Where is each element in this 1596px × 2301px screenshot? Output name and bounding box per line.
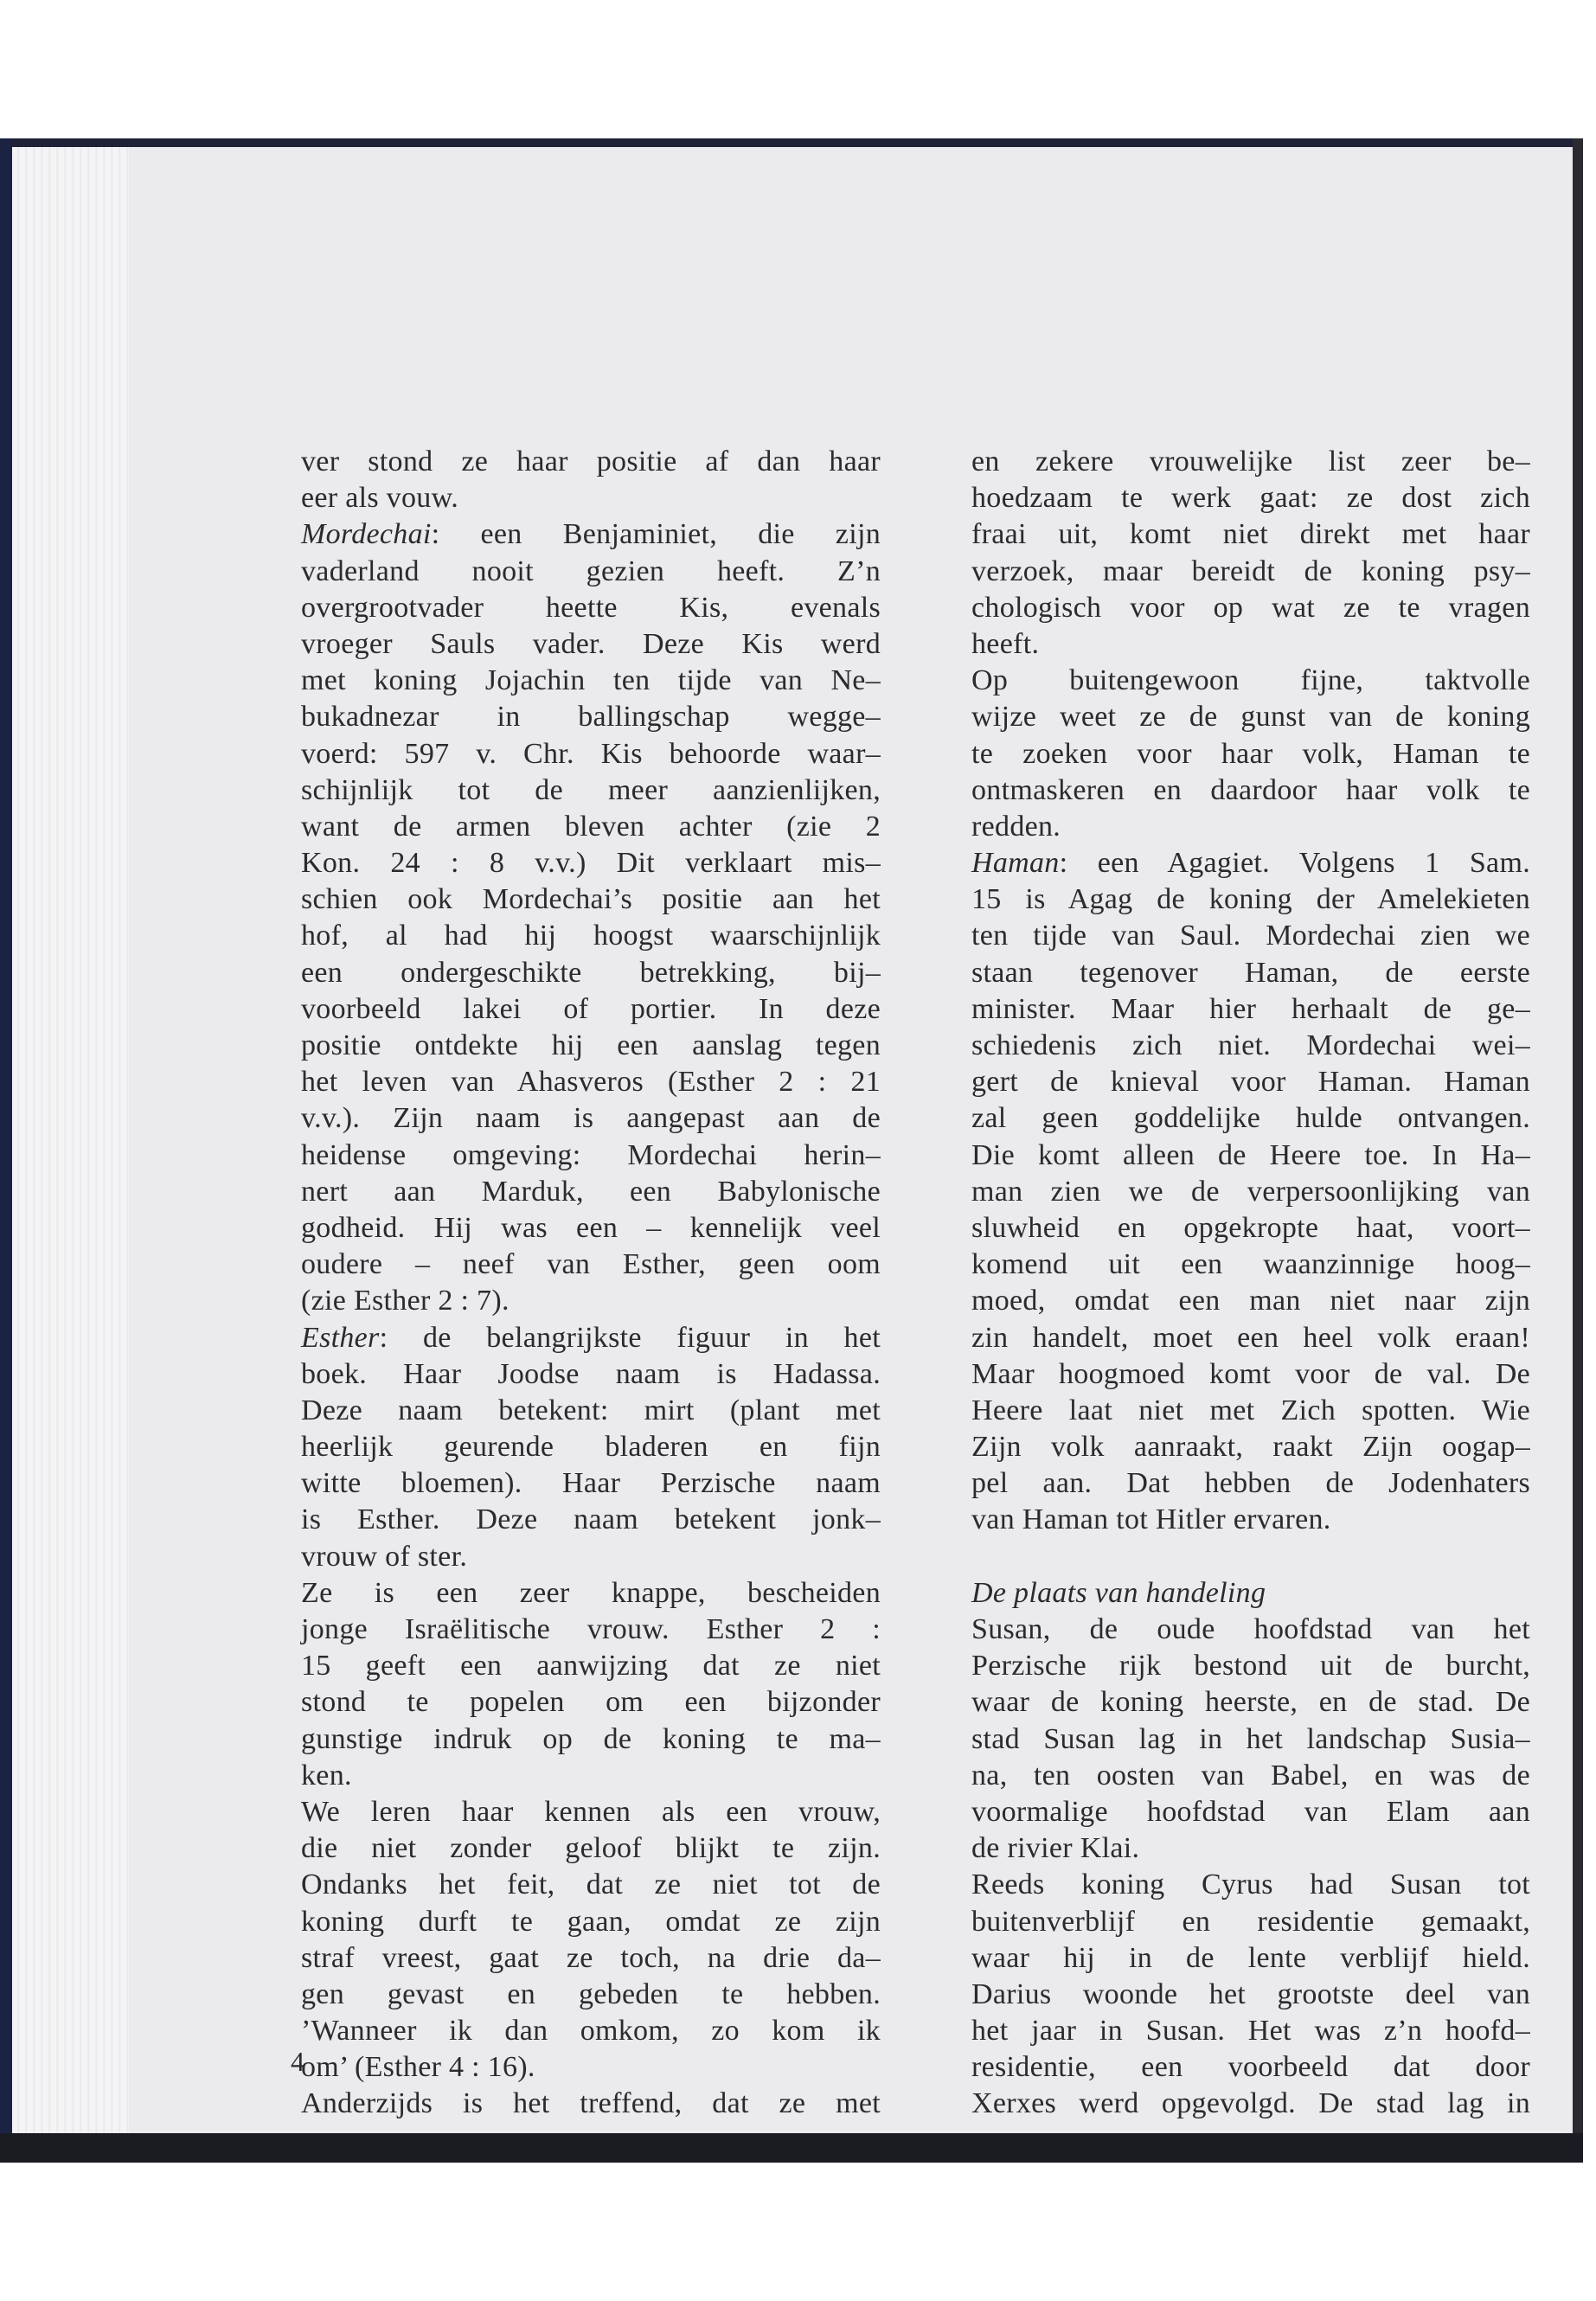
- text-line: [971, 1977, 1530, 2013]
- line-text: schiedenis zich niet. Mordechai wei–: [971, 1029, 1530, 1061]
- italic-term: Esther: [301, 1321, 380, 1354]
- text-line: [301, 1867, 881, 1903]
- section-heading-text: De plaats van handeling: [971, 1576, 1266, 1609]
- text-line: [971, 554, 1530, 590]
- line-text: 15 is Agag de koning der Amelekieten: [971, 883, 1530, 916]
- text-line: [971, 1283, 1530, 1319]
- line-text: : een Benjaminiet, die zijn: [431, 518, 881, 551]
- text-line: [301, 881, 881, 918]
- text-line: [301, 1684, 881, 1721]
- line-text: v.v.). Zijn naam is aangepast aan de: [301, 1102, 881, 1135]
- line-text: hoedzaam te werk gaat: ze dost zich: [971, 482, 1530, 515]
- text-line: [971, 1393, 1530, 1429]
- italic-term: Haman: [971, 847, 1060, 880]
- line-text: Reeds koning Cyrus had Susan tot: [971, 1868, 1530, 1901]
- page-number: 4: [291, 2046, 304, 2077]
- text-line: [971, 480, 1530, 516]
- text-line: [971, 1539, 1530, 1575]
- line-text: witte bloemen). Haar Perzische naam: [301, 1467, 881, 1500]
- line-text: We leren haar kennen als een vrouw,: [301, 1795, 881, 1828]
- text-line: [971, 1064, 1530, 1100]
- text-line: [971, 955, 1530, 991]
- text-line: [971, 736, 1530, 772]
- line-text: Heere laat niet met Zich spotten. Wie: [971, 1394, 1530, 1426]
- line-text: Die komt alleen de Heere toe. In Ha–: [971, 1138, 1530, 1171]
- line-text: koning durft te gaan, omdat ze zijn: [301, 1905, 881, 1938]
- book-page: [129, 147, 1573, 2133]
- line-text: wijze weet ze de gunst van de koning: [971, 701, 1530, 734]
- line-text: gunstige indruk op de koning te ma–: [301, 1722, 881, 1755]
- line-text: overgrootvader heette Kis, evenals: [301, 591, 881, 624]
- line-text: eer als vouw.: [301, 482, 459, 515]
- text-line: [971, 1758, 1530, 1794]
- text-line: [971, 1684, 1530, 1721]
- line-text: staan tegenover Haman, de eerste: [971, 956, 1530, 989]
- text-line: [971, 1830, 1530, 1867]
- text-line: [301, 1138, 881, 1174]
- line-text: buitenverblijf en residentie gemaakt,: [971, 1905, 1530, 1938]
- line-text: residentie, een voorbeeld dat door: [971, 2051, 1530, 2084]
- text-line: [971, 1100, 1530, 1137]
- text-line: [971, 1320, 1530, 1356]
- text-line: [301, 1247, 881, 1283]
- line-text: Deze naam betekent: mirt (plant met: [301, 1394, 881, 1426]
- line-text: na, ten oosten van Babel, en was de: [971, 1759, 1530, 1791]
- text-line: [301, 1210, 881, 1247]
- text-line: [301, 1539, 881, 1575]
- text-line: [971, 1247, 1530, 1283]
- text-line: [971, 1138, 1530, 1174]
- text-line: [301, 554, 881, 590]
- text-line: [301, 1283, 881, 1319]
- line-text: te zoeken voor haar volk, Haman te: [971, 737, 1530, 770]
- line-text: hof, al had hij hoogst waarschijnlijk: [301, 920, 881, 952]
- line-text: voormalige hoofdstad van Elam aan: [971, 1795, 1530, 1828]
- line-text: Susan, de oude hoofdstad van het: [971, 1613, 1530, 1645]
- text-line: [301, 1064, 881, 1100]
- text-line: [971, 772, 1530, 809]
- text-line: [301, 590, 881, 626]
- line-text: pel aan. Dat hebben de Jodenhaters: [971, 1467, 1530, 1500]
- line-text: vaderland nooit gezien heeft. Z’n: [301, 554, 881, 587]
- line-text: jonge Israëlitische vrouw. Esther 2 :: [301, 1613, 881, 1645]
- text-line: [971, 1612, 1530, 1648]
- text-line: [971, 699, 1530, 735]
- line-text: Maar hoogmoed komt voor de val. De: [971, 1357, 1530, 1390]
- line-text: Perzische rijk bestond uit de burcht,: [971, 1650, 1530, 1682]
- text-line: [971, 1794, 1530, 1830]
- text-line: [971, 1721, 1530, 1758]
- text-line: [301, 1174, 881, 1210]
- text-line: [301, 480, 881, 516]
- text-line: [301, 1648, 881, 1684]
- text-line: [301, 1758, 881, 1794]
- line-text: fraai uit, komt niet direkt met haar: [971, 518, 1530, 551]
- book-cover-left-edge: [0, 138, 12, 2163]
- text-line: [301, 444, 881, 480]
- text-line: [301, 845, 881, 881]
- line-text: waar hij in de lente verblijf hield.: [971, 1941, 1530, 1974]
- line-text: gen gevast en gebeden te hebben.: [301, 1977, 881, 2010]
- text-line: [301, 516, 881, 553]
- text-line: [971, 1465, 1530, 1502]
- line-text: (zie Esther 2 : 7).: [301, 1285, 510, 1317]
- text-column-right: [971, 444, 1530, 2123]
- line-text: Anderzijds is het treffend, dat ze met: [301, 2087, 881, 2120]
- section-heading: [971, 1575, 1530, 1612]
- line-text: een ondergeschikte betrekking, bij–: [301, 956, 881, 989]
- text-line: [971, 2013, 1530, 2049]
- text-line: [301, 1612, 881, 1648]
- text-line: [971, 1210, 1530, 1247]
- text-line: [971, 1429, 1530, 1465]
- line-text: : een Agagiet. Volgens 1 Sam.: [1059, 847, 1530, 880]
- text-line: [301, 736, 881, 772]
- text-line: [301, 1830, 881, 1867]
- text-line: [301, 1028, 881, 1064]
- line-text: Kon. 24 : 8 v.v.) Dit verklaart mis–: [301, 847, 881, 880]
- text-line: [301, 1502, 881, 1538]
- text-line: [971, 663, 1530, 699]
- line-text: voerd: 597 v. Chr. Kis behoorde waar–: [301, 737, 881, 770]
- line-text: man zien we de verpersoonlijking van: [971, 1175, 1530, 1208]
- line-text: ken.: [301, 1759, 352, 1791]
- text-line: [301, 1320, 881, 1356]
- line-text: Ondanks het feit, dat ze niet tot de: [301, 1868, 881, 1901]
- line-text: Op buitengewoon fijne, taktvolle: [971, 664, 1530, 697]
- line-text: gert de knieval voor Haman. Haman: [971, 1066, 1530, 1099]
- line-text: heidense omgeving: Mordechai herin–: [301, 1138, 881, 1171]
- book-cover-right-edge: [1573, 138, 1583, 2163]
- line-text: het leven van Ahasveros (Esther 2 : 21: [301, 1066, 881, 1099]
- line-text: vrouw of ster.: [301, 1540, 468, 1573]
- text-line: [301, 809, 881, 845]
- line-text: schijnlijk tot de meer aanzienlijken,: [301, 773, 881, 806]
- text-column-left: [301, 444, 881, 2123]
- line-text: waar de koning heerste, en de stad. De: [971, 1686, 1530, 1719]
- text-line: [301, 2049, 881, 2086]
- text-line: [971, 845, 1530, 881]
- text-line: [971, 809, 1530, 845]
- text-line: [971, 590, 1530, 626]
- text-line: [301, 918, 881, 954]
- text-line: [971, 881, 1530, 918]
- text-line: [971, 1867, 1530, 1903]
- text-line: [301, 663, 881, 699]
- line-text: minister. Maar hier herhaalt de ge–: [971, 992, 1530, 1025]
- italic-term: Mordechai: [301, 518, 432, 551]
- line-text: en zekere vrouwelijke list zeer be–: [971, 445, 1530, 478]
- line-text: moed, omdat een man niet naar zijn: [971, 1285, 1530, 1317]
- text-line: [301, 1977, 881, 2013]
- line-text: positie ontdekte hij een aanslag tegen: [301, 1029, 881, 1061]
- text-line: [301, 699, 881, 735]
- line-text: schien ook Mordechai’s positie aan het: [301, 883, 881, 916]
- line-text: ’Wanneer ik dan omkom, zo kom ik: [301, 2015, 881, 2048]
- line-text: Darius woonde het grootste deel van: [971, 1977, 1530, 2010]
- text-line: [971, 991, 1530, 1028]
- line-text: : de belangrijkste figuur in het: [379, 1321, 881, 1354]
- line-text: met koning Jojachin ten tijde van Ne–: [301, 664, 881, 697]
- line-text: boek. Haar Joodse naam is Hadassa.: [301, 1357, 881, 1390]
- line-text: verzoek, maar bereidt de koning psy–: [971, 554, 1530, 587]
- line-text: redden.: [971, 810, 1061, 843]
- line-text: chologisch voor op wat ze te vragen: [971, 591, 1530, 624]
- line-text: vroeger Sauls vader. Deze Kis werd: [301, 627, 881, 660]
- line-text: is Esther. Deze naam betekent jonk–: [301, 1503, 881, 1536]
- line-text: ver stond ze haar positie af dan haar: [301, 445, 881, 478]
- line-text: want de armen bleven achter (zie 2: [301, 810, 881, 843]
- line-text: voorbeeld lakei of portier. In deze: [301, 992, 881, 1025]
- text-line: [971, 2086, 1530, 2122]
- text-line: [971, 1502, 1530, 1538]
- text-line: [301, 1465, 881, 1502]
- text-line: [301, 1393, 881, 1429]
- line-text: heeft.: [971, 627, 1040, 660]
- line-text: het jaar in Susan. Het was z’n hoofd–: [971, 2015, 1530, 2048]
- line-text: komend uit een waanzinnige hoog–: [971, 1248, 1530, 1281]
- line-text: heerlijk geurende bladeren en fijn: [301, 1431, 881, 1464]
- line-text: die niet zonder geloof blijkt te zijn.: [301, 1832, 881, 1865]
- text-line: [301, 1575, 881, 1612]
- text-line: [971, 1648, 1530, 1684]
- line-text: stond te popelen om een bijzonder: [301, 1686, 881, 1719]
- text-line: [301, 1904, 881, 1940]
- book-cover-bottom-edge: [0, 2133, 1583, 2163]
- line-text: straf vreest, gaat ze toch, na drie da–: [301, 1941, 881, 1974]
- line-text: Ze is een zeer knappe, bescheiden: [301, 1576, 881, 1609]
- line-text: godheid. Hij was een – kennelijk veel: [301, 1211, 881, 1244]
- text-line: [971, 444, 1530, 480]
- line-text: stad Susan lag in het landschap Susia–: [971, 1722, 1530, 1755]
- text-line: [301, 1794, 881, 1830]
- line-text: Zijn volk aanraakt, raakt Zijn oogap–: [971, 1431, 1530, 1464]
- text-line: [301, 1100, 881, 1137]
- line-text: bukadnezar in ballingschap wegge–: [301, 701, 881, 734]
- text-line: [301, 1940, 881, 1977]
- text-line: [301, 2086, 881, 2122]
- line-text: om’ (Esther 4 : 16).: [301, 2051, 535, 2084]
- line-text: sluwheid en opgekropte haat, voort–: [971, 1211, 1530, 1244]
- line-text: van Haman tot Hitler ervaren.: [971, 1503, 1331, 1536]
- text-line: [301, 626, 881, 663]
- text-line: [301, 1721, 881, 1758]
- line-text: de rivier Klai.: [971, 1832, 1140, 1865]
- page-stack-edges: [12, 147, 129, 2133]
- text-line: [301, 2013, 881, 2049]
- line-text: 15 geeft een aanwijzing dat ze niet: [301, 1650, 881, 1682]
- text-line: [971, 1174, 1530, 1210]
- text-line: [971, 1356, 1530, 1393]
- text-line: [301, 772, 881, 809]
- text-line: [301, 1356, 881, 1393]
- line-text: zal geen goddelijke hulde ontvangen.: [971, 1102, 1530, 1135]
- line-text: ten tijde van Saul. Mordechai zien we: [971, 920, 1530, 952]
- line-text: oudere – neef van Esther, geen oom: [301, 1248, 881, 1281]
- text-line: [971, 626, 1530, 663]
- text-line: [971, 1028, 1530, 1064]
- text-line: [971, 1940, 1530, 1977]
- text-line: [971, 1904, 1530, 1940]
- book-cover-top-edge: [0, 138, 1583, 147]
- text-line: [301, 1429, 881, 1465]
- text-line: [971, 516, 1530, 553]
- line-text: zin handelt, moet een heel volk eraan!: [971, 1321, 1530, 1354]
- line-text: Xerxes werd opgevolgd. De stad lag in: [971, 2087, 1530, 2120]
- text-line: [971, 2049, 1530, 2086]
- line-text: ontmaskeren en daardoor haar volk te: [971, 773, 1530, 806]
- text-line: [301, 955, 881, 991]
- line-text: nert aan Marduk, een Babylonische: [301, 1175, 881, 1208]
- text-line: [301, 991, 881, 1028]
- text-line: [971, 918, 1530, 954]
